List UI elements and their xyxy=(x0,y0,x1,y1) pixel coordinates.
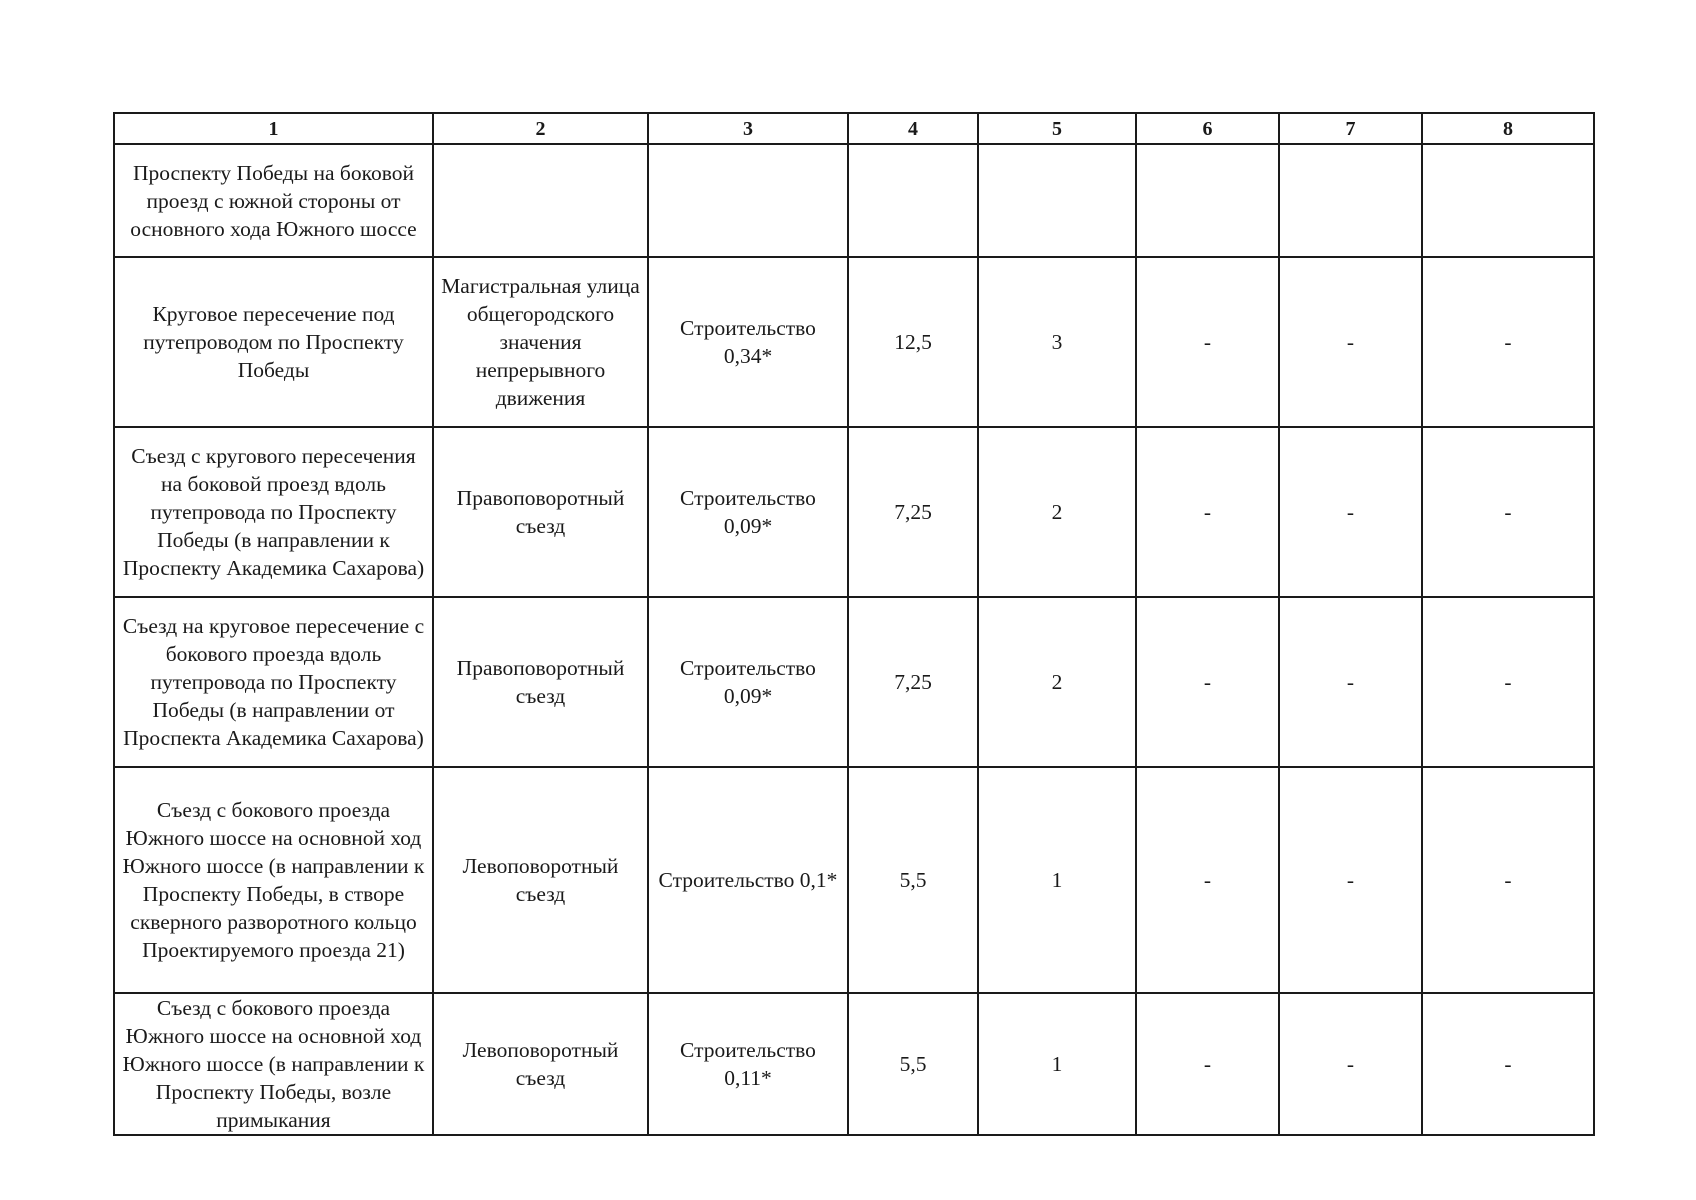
table-cell xyxy=(648,257,848,427)
table-cell xyxy=(433,597,648,767)
table-cell: 12,5 xyxy=(848,257,978,427)
cell-text: Правоповоротный съезд xyxy=(456,656,625,708)
column-header: 1 xyxy=(114,113,433,144)
table-cell: - xyxy=(1422,597,1594,767)
table-cell xyxy=(1279,144,1422,257)
cell-text: Строительство 0,1* xyxy=(658,868,838,892)
table-row xyxy=(114,257,1594,427)
table-row xyxy=(114,597,1594,767)
table-cell xyxy=(114,427,433,597)
table-cell: - xyxy=(1422,427,1594,597)
column-header: 5 xyxy=(978,113,1136,144)
table-cell xyxy=(433,257,648,427)
table-cell: 1 xyxy=(978,767,1136,993)
table-row xyxy=(114,767,1594,993)
cell-text: Левоповоротный съезд xyxy=(462,1038,619,1090)
table-cell: 2 xyxy=(978,597,1136,767)
table-row xyxy=(114,427,1594,597)
table-cell xyxy=(648,144,848,257)
column-header: 4 xyxy=(848,113,978,144)
cell-text: Проспекту Победы на боковой проезд с южной стороны от основного хода Южного шоссе xyxy=(130,160,417,241)
table-cell: 2 xyxy=(978,427,1136,597)
table-row xyxy=(114,144,1594,257)
table-cell: - xyxy=(1279,767,1422,993)
table-cell: - xyxy=(1279,993,1422,1135)
table-cell: 7,25 xyxy=(848,427,978,597)
cell-text: Строительство 0,09* xyxy=(680,656,816,708)
header-row xyxy=(114,113,1594,144)
table-cell: - xyxy=(1422,767,1594,993)
data-table xyxy=(113,112,1595,1136)
cell-text: Строительство 0,34* xyxy=(680,316,816,368)
table-cell xyxy=(433,427,648,597)
table-cell: - xyxy=(1422,993,1594,1135)
column-header: 7 xyxy=(1279,113,1422,144)
table-cell: - xyxy=(1136,993,1279,1135)
table-cell: - xyxy=(1422,257,1594,427)
cell-text: Съезд на круговое пересечение с бокового проезда вдоль путепровода по Проспекту Победы (в направлении от Проспекта Академика Сахарова) xyxy=(122,614,425,750)
table-cell: 1 xyxy=(978,993,1136,1135)
table-cell xyxy=(114,257,433,427)
table-cell: - xyxy=(1136,767,1279,993)
cell-text: Строительство 0,09* xyxy=(680,486,816,538)
table-cell: - xyxy=(1279,597,1422,767)
table-cell xyxy=(848,144,978,257)
table-cell: 5,5 xyxy=(848,767,978,993)
table-cell xyxy=(978,144,1136,257)
table-cell: 5,5 xyxy=(848,993,978,1135)
table-cell xyxy=(648,993,848,1135)
table-cell xyxy=(114,767,433,993)
column-header: 3 xyxy=(648,113,848,144)
table-cell: - xyxy=(1136,597,1279,767)
table-cell xyxy=(114,144,433,257)
table-cell xyxy=(1136,144,1279,257)
cell-text: Съезд с кругового пересечения на боковой проезд вдоль путепровода по Проспекту Победы (в направлении к Проспекту Академика Сахарова) xyxy=(122,444,425,580)
column-header: 6 xyxy=(1136,113,1279,144)
table-cell xyxy=(433,993,648,1135)
cell-text: Магистральная улица общегородского значения непрерывного движения xyxy=(441,274,640,410)
table-cell: - xyxy=(1136,257,1279,427)
cell-text: Съезд с бокового проезда Южного шоссе на основной ход Южного шоссе (в направлении к Проспекту Победы, возле примыкания xyxy=(122,996,425,1132)
table-cell xyxy=(1422,144,1594,257)
table-row xyxy=(114,993,1594,1135)
column-header: 2 xyxy=(433,113,648,144)
cell-text: Левоповоротный съезд xyxy=(462,854,619,906)
cell-text: Круговое пересечение под путепроводом по Проспекту Победы xyxy=(143,302,404,382)
table-cell xyxy=(648,767,848,993)
cell-text: Съезд с бокового проезда Южного шоссе на основной ход Южного шоссе (в направлении к Проспекту Победы, в створе скверного разворотного кольцо Проектируемого проезда 21) xyxy=(122,798,425,962)
table-cell xyxy=(648,427,848,597)
table-cell: 7,25 xyxy=(848,597,978,767)
table-cell xyxy=(114,993,433,1135)
table-cell xyxy=(114,597,433,767)
table-cell xyxy=(648,597,848,767)
table-cell: 3 xyxy=(978,257,1136,427)
cell-text: Строительство 0,11* xyxy=(680,1038,816,1090)
table-cell: - xyxy=(1279,427,1422,597)
table-cell xyxy=(433,144,648,257)
table-cell: - xyxy=(1136,427,1279,597)
table-cell xyxy=(433,767,648,993)
table-cell: - xyxy=(1279,257,1422,427)
column-header: 8 xyxy=(1422,113,1594,144)
cell-text: Правоповоротный съезд xyxy=(456,486,625,538)
